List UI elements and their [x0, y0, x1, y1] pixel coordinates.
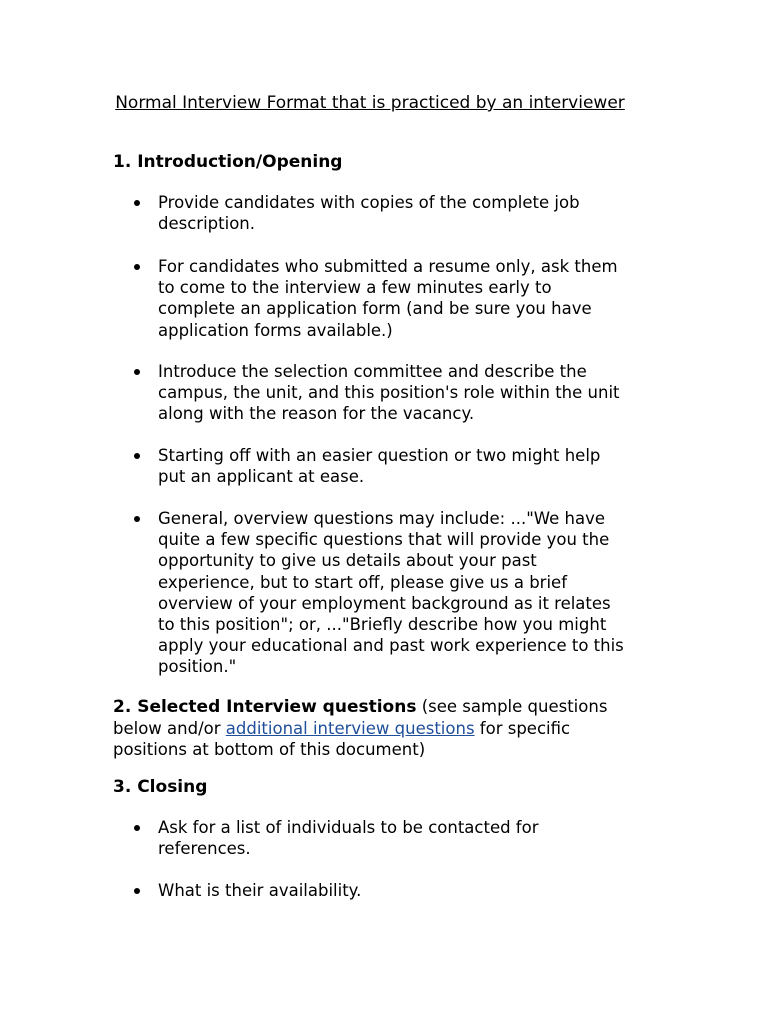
additional-interview-questions-link[interactable]: additional interview questions	[225, 719, 475, 738]
list-item: Provide candidates with copies of the complete job description.	[158, 193, 580, 234]
list-item: Starting off with an easier question or two might help put an applicant at ease.	[158, 446, 601, 487]
bullet-marker	[134, 369, 142, 377]
bullet-marker	[134, 453, 142, 461]
section-heading-introduction: 1. Introduction/Opening	[113, 152, 343, 172]
selected-questions-text: (see sample questions below and/or	[113, 697, 608, 738]
selected-questions-paragraph	[113, 696, 633, 760]
list-item: What is their availability.	[158, 881, 362, 900]
section-heading-closing: 3. Closing	[113, 777, 208, 797]
list-item: For candidates who submitted a resume only, ask them to come to the interview a few minutes early to complete an application form (and be sure you have application forms available.)	[158, 257, 618, 340]
bullet-marker	[134, 264, 142, 272]
section-heading-selected-questions: 2. Selected Interview questions	[113, 697, 417, 717]
list-item: Ask for a list of individuals to be contacted for references.	[158, 818, 539, 859]
selected-questions-text-end: for specific positions at bottom of this document)	[113, 719, 571, 759]
list-item: Introduce the selection committee and describe the campus, the unit, and this position's role within the unit along with the reason for the vacancy.	[158, 362, 620, 424]
bullet-marker	[134, 200, 142, 208]
bullet-marker	[134, 516, 142, 524]
document-title: Normal Interview Format that is practiced by an interviewer	[115, 93, 625, 113]
list-item: General, overview questions may include: ..."We have quite a few specific questions that will provide you the opportunity to give us details about your past experience, but to start off, please give us a brief overview of your employment background as it relates to this position"; or, ..."Briefly describe how you might apply your educational and past work experience to this position."	[158, 509, 624, 677]
bullet-marker	[134, 825, 142, 833]
bullet-marker	[134, 888, 142, 896]
